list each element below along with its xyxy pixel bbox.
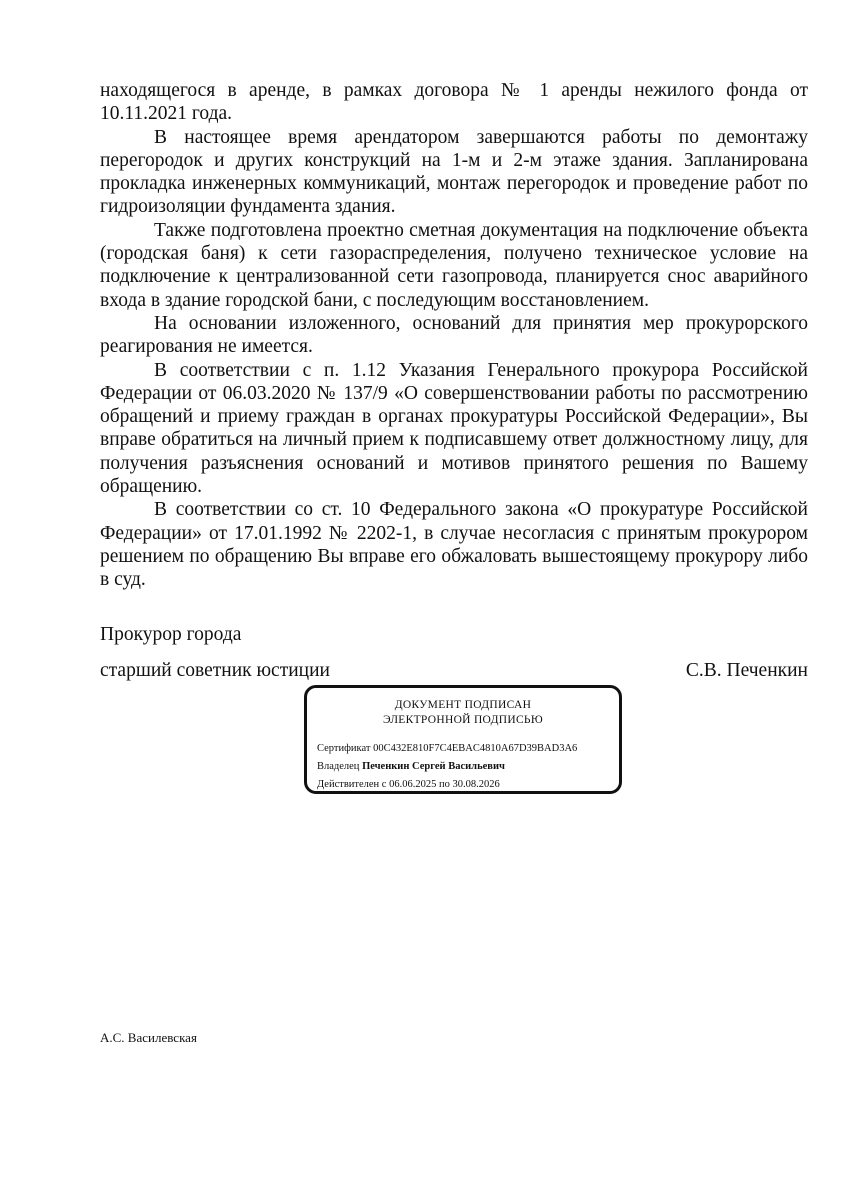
stamp-header [307,698,619,728]
signer-row [100,660,808,682]
stamp-owner-label: Владелец [317,761,360,772]
letter-body [100,79,808,592]
stamp-cert-value: 00C432E810F7C4EBAC4810A67D39BAD3A6 [373,743,578,754]
stamp-certificate [317,743,577,754]
stamp-valid-label: Действителен с [317,779,387,790]
stamp-owner [317,761,505,772]
stamp-valid-from: 06.06.2025 [389,779,437,790]
stamp-cert-label: Сертификат [317,743,371,754]
signer-position: Прокурор города [100,624,242,645]
electronic-signature-stamp [304,685,622,794]
paragraph-gas: Также подготовлена проектно сметная документация на подключение объекта (городская баня) к сети газораспределения, получено техническое условие на подключение к централизованной сети газопровода, планируется снос аварийного входа в здание городской бани, с последующим восстановлением. [100,219,808,311]
stamp-owner-value: Печенкин Сергей Васильевич [362,761,505,772]
signer-name: С.В. Печенкин [685,660,808,681]
stamp-title-line2: ЭЛЕКТРОННОЙ ПОДПИСЬЮ [383,714,543,726]
stamp-valid-to: 30.08.2026 [452,779,500,790]
signer-rank: старший советник юстиции [100,660,330,681]
paragraph-conclusion: На основании изложенного, оснований для принятия мер прокурорского реагирования не имеется. [100,312,808,358]
stamp-validity [317,779,500,790]
paragraph-personal-reception: В соответствии с п. 1.12 Указания Генерального прокурора Российской Федерации от 06.03.2020 № 137/9 «О совершенствовании работы по рассмотрению обращений и приему граждан в органах прокуратуры Российской Федерации», Вы вправе обратиться на личный прием к подписавшему ответ должностному лицу, для получения разъяснения оснований и мотивов принятого решения по Вашему обращению. [100,359,808,498]
stamp-title-line1: ДОКУМЕНТ ПОДПИСАН [394,699,532,711]
paragraph-lease: находящегося в аренде, в рамках договора № 1 аренды нежилого фонда от 10.11.2021 года. [100,80,808,125]
paragraph-appeal: В соответствии со ст. 10 Федерального закона «О прокуратуре Российской Федерации» от 17.01.1992 № 2202-1, в случае несогласия с принятым прокурором решением по обращению Вы вправе его обжаловать вышестоящему прокурору либо в суд. [100,499,808,591]
executor-name: А.С. Василевская [100,1030,197,1045]
paragraph-works: В настоящее время арендатором завершаются работы по демонтажу перегородок и других конструкций на 1-м и 2-м этаже здания. Запланирована прокладка инженерных коммуникаций, монтаж перегородок и проведение работ по гидроизоляции фундамента здания. [100,126,808,218]
stamp-valid-to-label: по [438,779,450,790]
